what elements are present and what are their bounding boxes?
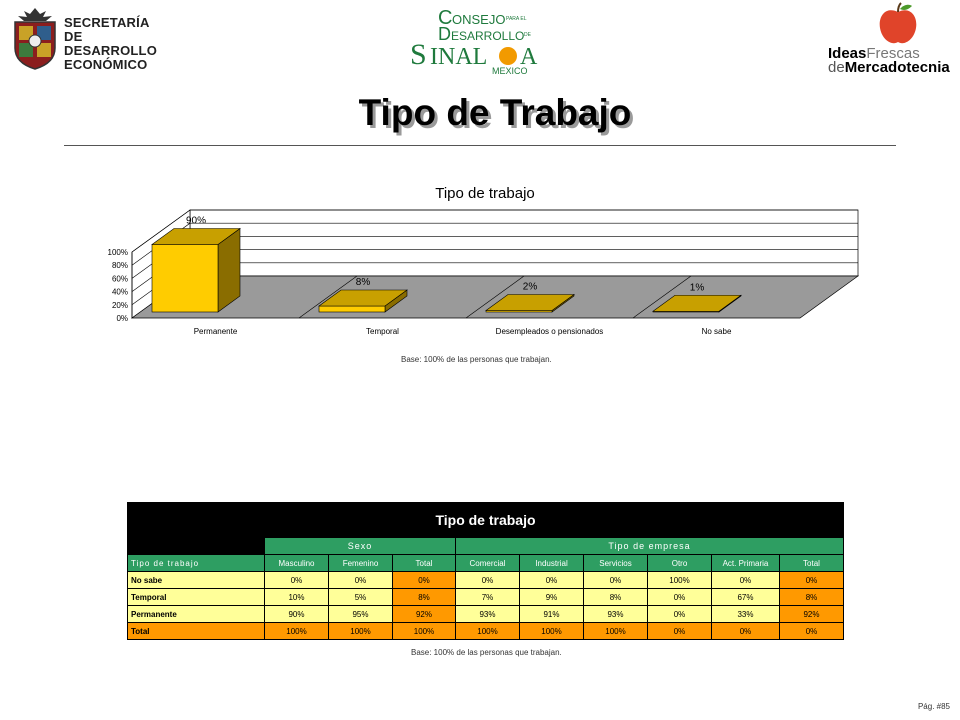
bar bbox=[152, 245, 218, 313]
category-label: Desempleados o pensionados bbox=[495, 327, 604, 336]
table-corner bbox=[128, 538, 265, 555]
table-cell: 90% bbox=[265, 606, 329, 623]
table-cell: 0% bbox=[520, 572, 584, 589]
category-label: No sabe bbox=[701, 327, 732, 336]
table-row bbox=[128, 606, 844, 623]
y-tick-label: 20% bbox=[111, 300, 128, 310]
secretaria-logo bbox=[10, 2, 157, 72]
table-title: Tipo de trabajo bbox=[128, 503, 844, 538]
table-cell: 100% bbox=[648, 572, 712, 589]
category-label: Permanente bbox=[193, 327, 238, 336]
consejo-c: C bbox=[438, 7, 453, 29]
column-header: Masculino bbox=[265, 555, 329, 572]
secretaria-line-2: DE DESARROLLO bbox=[64, 29, 157, 58]
table-row bbox=[128, 589, 844, 606]
sun-icon bbox=[499, 47, 517, 65]
secretaria-line-3: ECONÓMICO bbox=[64, 57, 148, 72]
table-cell: 0% bbox=[393, 572, 456, 589]
table-cell: 5% bbox=[329, 589, 393, 606]
row-label: No sabe bbox=[128, 572, 265, 589]
table-cell: 93% bbox=[584, 606, 648, 623]
row-label: Temporal bbox=[128, 589, 265, 606]
y-tick-label: 60% bbox=[111, 274, 128, 284]
table-cell: 0% bbox=[648, 606, 712, 623]
group-sexo: Sexo bbox=[265, 538, 456, 555]
sinaloa-s: S bbox=[410, 38, 427, 71]
logo-frescas: Frescas bbox=[866, 45, 920, 62]
table-cell: 0% bbox=[265, 572, 329, 589]
chart-back-wall bbox=[190, 210, 858, 276]
table-cell: 0% bbox=[648, 589, 712, 606]
title-divider bbox=[64, 145, 896, 146]
column-header: Total bbox=[393, 555, 456, 572]
desarrollo-d: D bbox=[438, 24, 451, 44]
logo-mercadotecnia: Mercadotecnia bbox=[844, 59, 950, 76]
chart-title: Tipo de trabajo bbox=[435, 185, 535, 202]
table-cell: 10% bbox=[265, 589, 329, 606]
consejo-sinaloa-logo bbox=[408, 2, 560, 76]
sinaloa-a: A bbox=[520, 44, 538, 70]
column-header: Comercial bbox=[456, 555, 520, 572]
data-label: 2% bbox=[522, 281, 538, 293]
table-cell: 0% bbox=[780, 623, 844, 640]
desarrollo-word: ESARROLLO bbox=[451, 29, 525, 43]
table-cell: 8% bbox=[780, 589, 844, 606]
group-empresa: Tipo de empresa bbox=[456, 538, 844, 555]
page-title: Tipo de Trabajo bbox=[358, 92, 632, 133]
table-cell: 0% bbox=[456, 572, 520, 589]
table-cell: 0% bbox=[712, 623, 780, 640]
apple-icon bbox=[876, 2, 920, 46]
table-cell: 100% bbox=[265, 623, 329, 640]
y-tick-label: 40% bbox=[111, 287, 128, 297]
table-cell: 100% bbox=[584, 623, 648, 640]
logo-de: de bbox=[828, 59, 845, 76]
sinaloa-mexico: MEXICO bbox=[492, 66, 528, 76]
table-cell: 0% bbox=[712, 572, 780, 589]
bar bbox=[319, 306, 385, 312]
table-cell: 7% bbox=[456, 589, 520, 606]
row-label: Total bbox=[128, 623, 265, 640]
secretaria-line-1: SECRETARÍA bbox=[64, 15, 150, 30]
table-cell: 9% bbox=[520, 589, 584, 606]
row-label: Permanente bbox=[128, 606, 265, 623]
table-cell: 92% bbox=[780, 606, 844, 623]
table-cell: 93% bbox=[456, 606, 520, 623]
table-cell: 100% bbox=[329, 623, 393, 640]
table-footnote: Base: 100% de las personas que trabajan. bbox=[411, 648, 562, 657]
table-cell: 0% bbox=[648, 623, 712, 640]
table-cell: 8% bbox=[584, 589, 648, 606]
table-cell: 100% bbox=[456, 623, 520, 640]
data-label: 90% bbox=[185, 215, 207, 227]
data-label: 1% bbox=[689, 282, 705, 294]
table-cell: 92% bbox=[393, 606, 456, 623]
row-header: Tipo de trabajo bbox=[128, 555, 265, 572]
sinaloa-shield-icon bbox=[10, 6, 60, 70]
logo-ideas: Ideas bbox=[828, 45, 867, 62]
table-cell: 95% bbox=[329, 606, 393, 623]
table-cell: 0% bbox=[780, 572, 844, 589]
tipo-de-trabajo-chart bbox=[90, 176, 880, 376]
column-header: Act. Primaria bbox=[712, 555, 780, 572]
consejo-para-el: PARA EL bbox=[506, 16, 527, 22]
y-tick-label: 0% bbox=[116, 314, 128, 323]
data-label: 8% bbox=[355, 277, 371, 288]
ideas-frescas-logo bbox=[826, 2, 956, 76]
y-tick-label: 80% bbox=[111, 261, 128, 271]
table-cell: 33% bbox=[712, 606, 780, 623]
table-row bbox=[128, 572, 844, 589]
column-header: Otro bbox=[648, 555, 712, 572]
column-header: Total bbox=[780, 555, 844, 572]
sinaloa-word: INAL bbox=[430, 44, 488, 70]
column-header: Femenino bbox=[329, 555, 393, 572]
category-label: Temporal bbox=[366, 327, 399, 336]
desarrollo-de: DE bbox=[524, 32, 531, 38]
chart-footnote: Base: 100% de las personas que trabajan. bbox=[401, 355, 552, 364]
table-cell: 91% bbox=[520, 606, 584, 623]
table-row-total bbox=[128, 623, 844, 640]
table-cell: 67% bbox=[712, 589, 780, 606]
tipo-de-trabajo-table bbox=[127, 502, 844, 640]
table-cell: 0% bbox=[329, 572, 393, 589]
table-cell: 0% bbox=[584, 572, 648, 589]
column-header: Servicios bbox=[584, 555, 648, 572]
consejo-word: ONSEJO bbox=[452, 12, 506, 27]
table-cell: 8% bbox=[393, 589, 456, 606]
column-header: Industrial bbox=[520, 555, 584, 572]
table-cell: 100% bbox=[520, 623, 584, 640]
page-number: Pág. #85 bbox=[917, 702, 950, 711]
table-cell: 100% bbox=[393, 623, 456, 640]
y-tick-label: 100% bbox=[107, 248, 128, 257]
